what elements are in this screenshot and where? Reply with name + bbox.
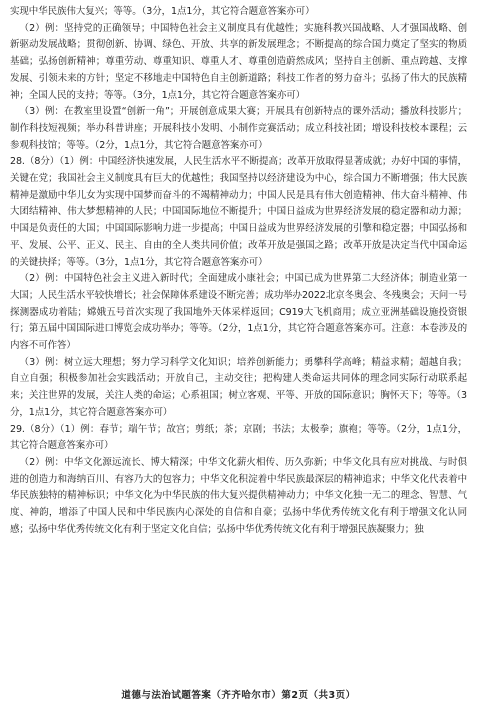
paragraph-q29-1: 29.（8分）（1）例：春节；端午节；故宫；剪纸；茶；京剧；书法；太极拳；旗袍；等等。（2分，1点1分，其它符合题意答案亦可） — [10, 423, 467, 452]
paragraph-q27-2: （2）例：坚持党的正确领导；中国特色社会主义制度具有优越性；实施科教兴国战略、人才强国战略、创新驱动发展战略；贯彻创新、协调、绿色、开放、共享的新发展理念；不断提高的综合国力奠定了坚实的物质基础；弘扬创新精神；尊重劳动、尊重知识、尊重人才、尊重创造蔚然成风；坚持自主创新、重点跨越、支撑发展、引领未来的方针；坚定不移地走中国特色自主创新道路；科技工作者的努力奋斗；弘扬了伟大的民族精神；全国人民的支持；等等。（3分，1点1分，其它符合题意答案亦可） — [10, 22, 467, 101]
paragraph-q29-2: （2）例：中华文化源远流长、博大精深；中华文化薪火相传、历久弥新；中华文化具有应对挑战、与时俱进的创造力和海纳百川、有容乃大的包容力；中华文化积淀着中华民族最深层的精神追求；中华文化代表着中华民族独特的精神标识；中华文化为中华民族的伟大复兴提供精神动力；中华文化独一无二的理念、智慧、气度、神韵，增添了中国人民和中华民族内心深处的自信和自豪；弘扬中华优秀传统文化有利于增强文化认同感；弘扬中华优秀传统文化有利于坚定文化自信；弘扬中华优秀传统文化有利于增强民族凝聚力；独 — [10, 456, 467, 535]
page-footer: 道德与法治试题答案（齐齐哈尔市）第2页（共3页） — [121, 690, 356, 701]
paragraph-q28-1: 28.（8分）（1）例：中国经济快速发展，人民生活水平不断提高；改革开放取得显著成就；办好中国的事情，关键在党；我国社会主义制度具有巨大的优越性；我国坚持以经济建设为中心，综合国力不断增强；伟大民族精神是激励中华儿女为实现中国梦而奋斗的不竭精神动力；中国人民是具有伟大创造精神、伟大奋斗精神、伟大团结精神、伟大梦想精神的人民；中国国际地位不断提升；中国日益成为世界经济发展的稳定器和动力源；中国是负责任的大国；中国国际影响力进一步提高；中国日益成为世界经济发展的引擎和稳定器；中国弘扬和平、发展、公平、正义、民主、自由的全人类共同价值；改革开放是强国之路；改革开放是决定当代中国命运的关键抉择；等等。（3分，1点1分，其它符合题意答案亦可） — [10, 156, 467, 268]
paragraph-q27-3: （3）例：在教室里设置“创新一角”；开展创意成果大赛；开展具有创新特点的课外活动；播放科技影片；制作科技短视频；举办科普讲座；开展科技小发明、小制作竞赛活动；成立科技社团；增设科技校本课程；云参观科技馆；等等。（2分，1点1分，其它符合题意答案亦可） — [10, 106, 467, 151]
paragraph-q28-2: （2）例：中国特色社会主义进入新时代；全面建成小康社会；中国已成为世界第二大经济体；制造业第一大国；人民生活水平较快增长；社会保障体系建设不断完善；成功举办2022北京冬奥会、冬残奥会；天问一号探测器成功着陆；嫦娥五号首次实现了我国地外天体采样返回；C919大飞机商用；成立亚洲基础设施投资银行；第五届中国国际进口博览会成功举办；等等。（2分，1点1分，其它符合题意答案亦可。注意：本卷涉及的内容不可作答） — [10, 273, 467, 352]
paragraph-q27-1-tail: 实现中华民族伟大复兴；等等。（3分，1点1分，其它符合题意答案亦可） — [10, 6, 315, 17]
paragraph-q28-3: （3）例：树立远大理想；努力学习科学文化知识；培养创新能力；勇攀科学高峰；精益求精；超越自我；自立自强；积极参加社会实践活动；开放自己，主动交往；把构建人类命运共同体的理念同实际行动联系起来；关注世界的发展，关注人类的命运；心系祖国；树立客观、平等、开放的国际意识；胸怀天下；等等。（3分，1点1分，其它符合题意答案亦可） — [10, 356, 467, 418]
